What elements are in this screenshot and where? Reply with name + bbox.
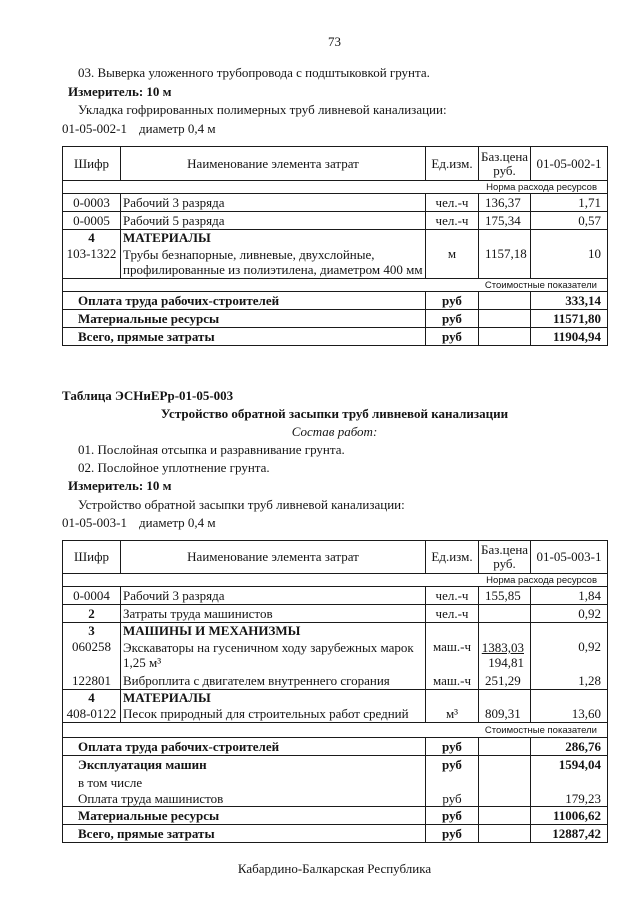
summary-label: Материальные ресурсы bbox=[63, 310, 426, 328]
summary-unit: руб bbox=[426, 292, 479, 310]
row-code: 122801 bbox=[63, 672, 121, 690]
header-code: Шифр bbox=[63, 541, 121, 574]
summary-unit: руб bbox=[426, 825, 479, 843]
meter-label: Измеритель: 10 м bbox=[68, 478, 172, 493]
header-price-line1: Баз.цена bbox=[481, 148, 529, 164]
header-name: Наименование элемента затрат bbox=[121, 147, 426, 181]
summary-value: 11006,62 bbox=[531, 807, 608, 825]
row-price bbox=[479, 605, 531, 623]
summary-row bbox=[63, 825, 608, 843]
section-code: 4 bbox=[63, 230, 121, 246]
row-unit: м³ bbox=[426, 706, 479, 723]
table-row bbox=[63, 605, 608, 623]
summary-value: 11571,80 bbox=[531, 310, 608, 328]
summary-unit: руб bbox=[426, 807, 479, 825]
work-step-01: 01. Послойная отсыпка и разравнивание грунта. bbox=[78, 442, 345, 457]
empty-cell bbox=[479, 623, 531, 639]
norm-label-row bbox=[63, 574, 608, 587]
resource-table-01-05-003-1 bbox=[62, 540, 608, 843]
composition-label: Состав работ: bbox=[291, 424, 378, 439]
diameter: диаметр 0,4 м bbox=[139, 515, 216, 530]
resource-table-01-05-002-1 bbox=[62, 146, 608, 346]
row-name: Виброплита с двигателем внутреннего сгорания bbox=[121, 672, 426, 690]
section-row-materials bbox=[63, 690, 608, 706]
summary-label: Материальные ресурсы bbox=[63, 807, 426, 825]
row-code: 060258 bbox=[63, 639, 121, 672]
row-code: 0-0004 bbox=[63, 587, 121, 605]
row-code: 408-0122 bbox=[63, 706, 121, 723]
row-value: 1,71 bbox=[531, 194, 608, 212]
section-row-materials bbox=[63, 230, 608, 246]
work-description: Укладка гофрированных полимерных труб ливневой канализации: bbox=[78, 102, 447, 117]
section-code: 3 bbox=[63, 623, 121, 639]
section-code: 4 bbox=[63, 690, 121, 706]
summary-label: Оплата труда рабочих-строителей bbox=[63, 292, 426, 310]
row-price: 155,85 bbox=[479, 587, 531, 605]
row-code: 2 bbox=[63, 605, 121, 623]
norm-code: 01-05-002-1 bbox=[62, 121, 127, 136]
row-price bbox=[479, 639, 531, 672]
row-unit: чел.-ч bbox=[426, 587, 479, 605]
norm-label: Норма расхода ресурсов bbox=[63, 181, 608, 194]
row-price: 175,34 bbox=[479, 212, 531, 230]
row-code: 0-0003 bbox=[63, 194, 121, 212]
summary-row bbox=[63, 791, 608, 807]
table-title: Таблица ЭСНиЕРр-01-05-003 bbox=[62, 388, 234, 403]
empty-cell bbox=[479, 774, 531, 791]
row-code: 0-0005 bbox=[63, 212, 121, 230]
summary-value: 11904,94 bbox=[531, 328, 608, 346]
table-row bbox=[63, 194, 608, 212]
summary-value bbox=[531, 774, 608, 791]
summary-unit: руб bbox=[426, 756, 479, 774]
header-price bbox=[479, 541, 531, 574]
row-name-line2: профилированные из полиэтилена, диаметром 400 мм bbox=[123, 261, 423, 277]
row-name-line1: Трубы безнапорные, ливневые, двухслойные, bbox=[123, 246, 375, 262]
section-name: МАТЕРИАЛЫ bbox=[121, 230, 426, 246]
empty-cell bbox=[426, 690, 479, 706]
row-value: 13,60 bbox=[531, 706, 608, 723]
row-name-line1: Экскаваторы на гусеничном ходу зарубежных марок bbox=[123, 640, 414, 655]
table-row bbox=[63, 639, 608, 672]
row-price: 251,29 bbox=[479, 672, 531, 690]
header-price-line2: руб. bbox=[493, 556, 516, 571]
row-name bbox=[121, 639, 426, 672]
norm-code-line bbox=[62, 514, 216, 532]
cost-label-row bbox=[63, 723, 608, 738]
row-name: Рабочий 5 разряда bbox=[121, 212, 426, 230]
summary-label: Оплата труда машинистов bbox=[63, 791, 426, 807]
summary-unit bbox=[426, 774, 479, 791]
row-price-line2: 194,81 bbox=[488, 655, 524, 670]
norm-label-row bbox=[63, 181, 608, 194]
header-norm-code: 01-05-003-1 bbox=[531, 541, 608, 574]
summary-unit: руб bbox=[426, 328, 479, 346]
empty-cell bbox=[479, 825, 531, 843]
row-price: 136,37 bbox=[479, 194, 531, 212]
summary-unit: руб bbox=[426, 791, 479, 807]
row-price: 1157,18 bbox=[479, 246, 531, 279]
empty-cell bbox=[531, 690, 608, 706]
summary-row bbox=[63, 756, 608, 774]
header-price bbox=[479, 147, 531, 181]
summary-value: 286,76 bbox=[531, 738, 608, 756]
summary-row bbox=[63, 738, 608, 756]
page-footer: Кабардино-Балкарская Республика bbox=[237, 861, 432, 876]
norm-label: Норма расхода ресурсов bbox=[63, 574, 608, 587]
empty-cell bbox=[479, 756, 531, 774]
row-price: 809,31 bbox=[479, 706, 531, 723]
header-code: Шифр bbox=[63, 147, 121, 181]
summary-label: Всего, прямые затраты bbox=[63, 825, 426, 843]
empty-cell bbox=[479, 738, 531, 756]
empty-cell bbox=[479, 328, 531, 346]
table-row bbox=[63, 587, 608, 605]
empty-cell bbox=[479, 807, 531, 825]
diameter: диаметр 0,4 м bbox=[139, 121, 216, 136]
summary-label: Эксплуатация машин bbox=[63, 756, 426, 774]
table-header-row bbox=[63, 147, 608, 181]
table-row bbox=[63, 212, 608, 230]
table-row bbox=[63, 706, 608, 723]
row-unit: чел.-ч bbox=[426, 212, 479, 230]
table-row bbox=[63, 672, 608, 690]
section-name: МАШИНЫ И МЕХАНИЗМЫ bbox=[121, 623, 426, 639]
section-name: МАТЕРИАЛЫ bbox=[121, 690, 426, 706]
row-name: Затраты труда машинистов bbox=[121, 605, 426, 623]
empty-cell bbox=[426, 230, 479, 246]
row-value: 0,92 bbox=[531, 639, 608, 672]
summary-row bbox=[63, 310, 608, 328]
empty-cell bbox=[479, 292, 531, 310]
summary-value: 179,23 bbox=[531, 791, 608, 807]
cost-label: Стоимостные показатели bbox=[63, 723, 608, 738]
row-value: 0,57 bbox=[531, 212, 608, 230]
meter-label: Измеритель: 10 м bbox=[68, 84, 172, 99]
row-value: 10 bbox=[531, 246, 608, 279]
work-step-02: 02. Послойное уплотнение грунта. bbox=[78, 460, 270, 475]
row-price-line1: 1383,03 bbox=[481, 640, 524, 655]
summary-row bbox=[63, 292, 608, 310]
row-code: 103-1322 bbox=[63, 246, 121, 279]
empty-cell bbox=[479, 791, 531, 807]
section-row-machines bbox=[63, 623, 608, 639]
cost-label: Стоимостные показатели bbox=[63, 279, 608, 292]
header-price-line2: руб. bbox=[493, 162, 516, 178]
header-norm-code: 01-05-002-1 bbox=[531, 147, 608, 181]
empty-cell bbox=[531, 230, 608, 246]
empty-cell bbox=[479, 690, 531, 706]
summary-value: 333,14 bbox=[531, 292, 608, 310]
page-number: 73 bbox=[328, 34, 341, 49]
table-header-row bbox=[63, 541, 608, 574]
empty-cell bbox=[531, 623, 608, 639]
row-name: Песок природный для строительных работ средний bbox=[121, 706, 426, 723]
empty-cell bbox=[479, 230, 531, 246]
summary-value: 12887,42 bbox=[531, 825, 608, 843]
work-step-03: 03. Выверка уложенного трубопровода с подштыковкой грунта. bbox=[78, 65, 430, 80]
header-name: Наименование элемента затрат bbox=[121, 541, 426, 574]
summary-row bbox=[63, 328, 608, 346]
norm-code-line bbox=[62, 120, 216, 138]
summary-label: Всего, прямые затраты bbox=[63, 328, 426, 346]
summary-value: 1594,04 bbox=[531, 756, 608, 774]
summary-row bbox=[63, 774, 608, 791]
row-name bbox=[121, 246, 426, 279]
row-name: Рабочий 3 разряда bbox=[121, 194, 426, 212]
empty-cell bbox=[479, 310, 531, 328]
row-value: 1,28 bbox=[531, 672, 608, 690]
row-unit: маш.-ч bbox=[426, 639, 479, 672]
row-value: 1,84 bbox=[531, 587, 608, 605]
summary-unit: руб bbox=[426, 738, 479, 756]
summary-row bbox=[63, 807, 608, 825]
empty-cell bbox=[426, 623, 479, 639]
summary-label: в том числе bbox=[63, 774, 426, 791]
row-unit: маш.-ч bbox=[426, 672, 479, 690]
header-unit: Ед.изм. bbox=[426, 147, 479, 181]
row-unit: чел.-ч bbox=[426, 194, 479, 212]
table-row bbox=[63, 246, 608, 279]
row-name: Рабочий 3 разряда bbox=[121, 587, 426, 605]
summary-label: Оплата труда рабочих-строителей bbox=[63, 738, 426, 756]
row-value: 0,92 bbox=[531, 605, 608, 623]
cost-label-row bbox=[63, 279, 608, 292]
summary-unit: руб bbox=[426, 310, 479, 328]
section-heading: Устройство обратной засыпки труб ливневой канализации bbox=[160, 406, 509, 421]
row-unit: чел.-ч bbox=[426, 605, 479, 623]
header-price-line1: Баз.цена bbox=[481, 542, 529, 557]
norm-code: 01-05-003-1 bbox=[62, 515, 127, 530]
work-description: Устройство обратной засыпки труб ливневой канализации: bbox=[78, 497, 405, 512]
header-unit: Ед.изм. bbox=[426, 541, 479, 574]
row-name-line2: 1,25 м³ bbox=[123, 655, 162, 670]
row-unit: м bbox=[426, 246, 479, 279]
